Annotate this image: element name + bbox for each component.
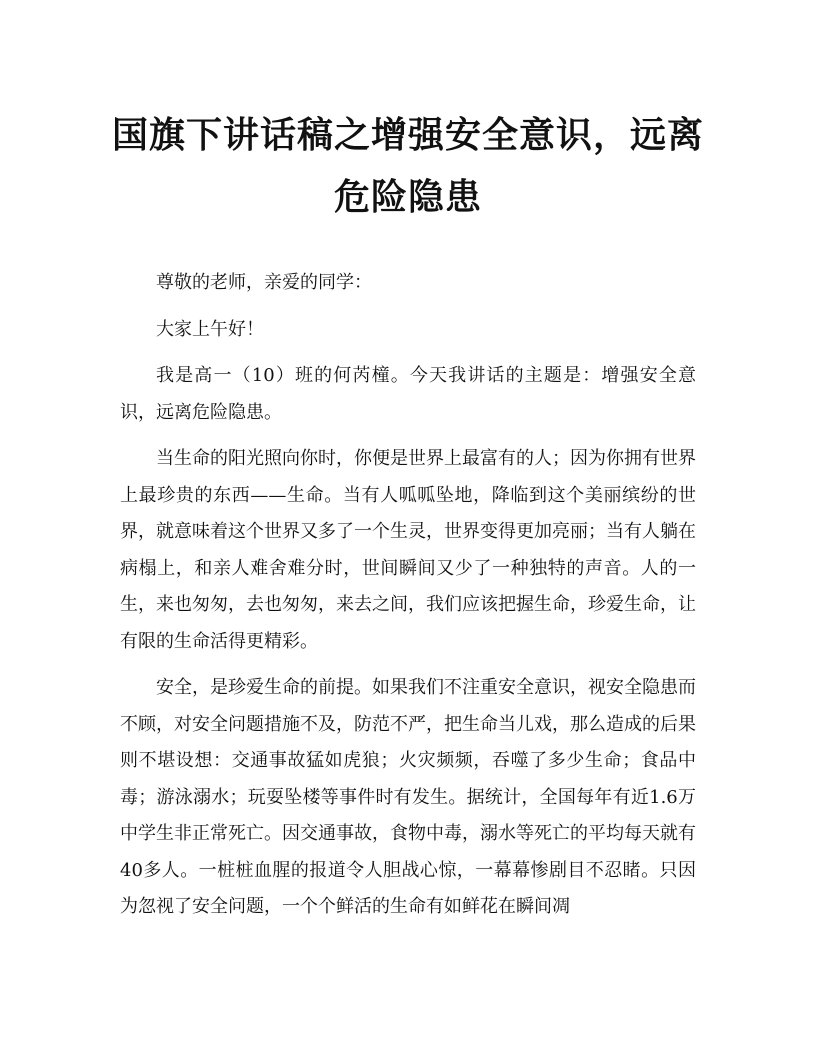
introduction-paragraph: 我是高一（10）班的何芮橦。今天我讲话的主题是：增强安全意识，远离危险隐患。 — [120, 365, 696, 423]
life-paragraph: 当生命的阳光照向你时，你便是世界上最富有的人；因为你拥有世界上最珍贵的东西——生命。当有人呱呱坠地，降临到这个美丽缤纷的世界，就意味着这个世界又多了一个生灵，世界变得更加亮丽；当有人躺在病榻上，和亲人难舍难分时，世间瞬间又少了一种独特的声音。人的一生，来也匆匆，去也匆匆，来去之间，我们应该把握生命，珍爱生命，让有限的生命活得更精彩。 — [120, 448, 696, 652]
safety-paragraph: 安全，是珍爱生命的前提。如果我们不注重安全意识，视安全隐患而不顾，对安全问题措施不及，防范不严，把生命当儿戏，那么造成的后果则不堪设想：交通事故猛如虎狼；火灾频频，吞噬了多少生命；食品中毒；游泳溺水；玩耍坠楼等事件时有发生。据统计，全国每年有近1.6万中学生非正常死亡。因交通事故，食物中毒，溺水等死亡的平均每天就有40多人。一桩桩血腥的报道令人胆战心惊，一幕幕惨剧目不忍睹。只因为忽视了安全问题，一个个鲜活的生命有如鲜花在瞬间凋 — [120, 677, 696, 917]
greeting-paragraph: 尊敬的老师，亲爱的同学： — [156, 272, 372, 293]
salutation-paragraph: 大家上午好！ — [156, 318, 264, 340]
document-title: 国旗下讲话稿之增强安全意识，远离危险隐患 — [111, 114, 704, 218]
document-body — [120, 265, 696, 936]
